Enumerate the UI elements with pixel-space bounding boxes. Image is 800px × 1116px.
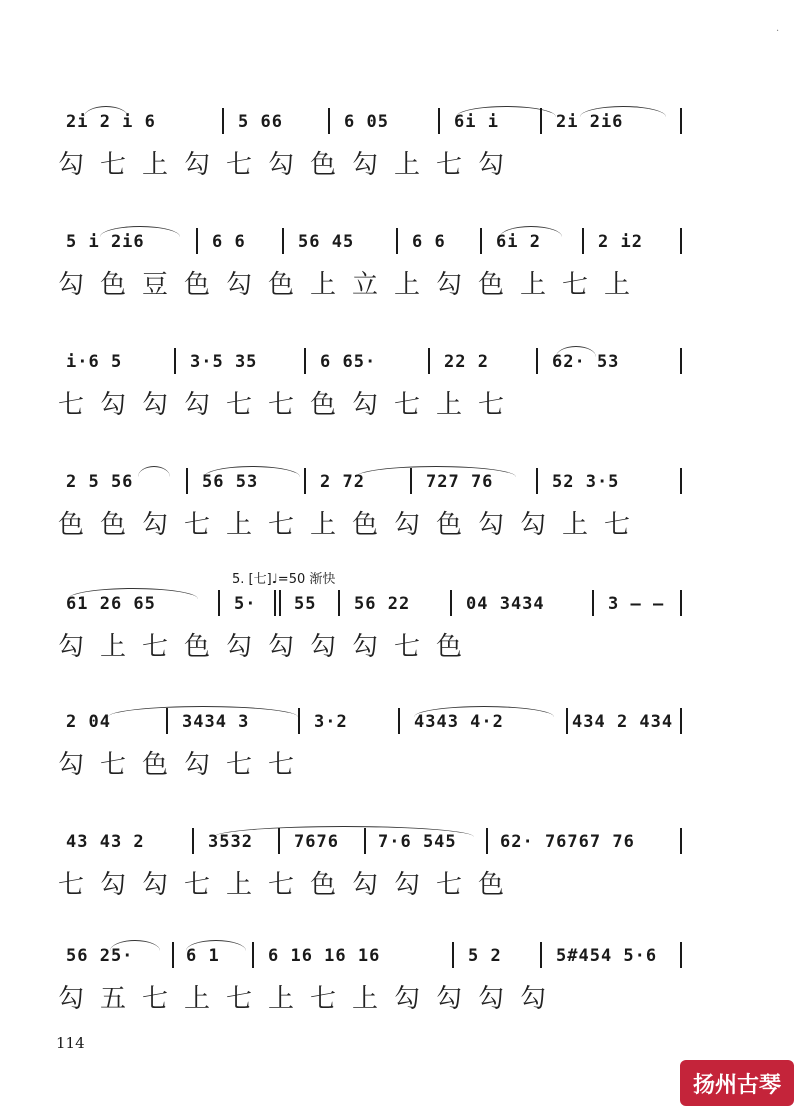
measure: i·6 5 [66,352,123,372]
measure: 43 43 2 [66,832,145,852]
measure: 2 72 [320,472,365,492]
measure: 56 25· [66,946,134,966]
barline [252,942,254,968]
measure: 434 2 434 [572,712,674,732]
barline [536,468,538,494]
measure: 3 — — [608,594,665,614]
barline [582,228,584,254]
barline [450,590,452,616]
measure: 3·5 35 [190,352,258,372]
measure: 7·6 545 [378,832,457,852]
notation-line [0,706,800,740]
measure: 56 45 [298,232,355,252]
measure: 6i i [454,112,499,132]
barline [428,348,430,374]
barline [364,828,366,854]
measure: 727 76 [426,472,494,492]
measure: 6 16 16 16 [268,946,381,966]
measure: 22 2 [444,352,489,372]
barline [680,228,682,254]
barline [410,468,412,494]
measure: 5· [234,594,257,614]
barline [480,228,482,254]
slur [138,466,170,477]
barline [680,590,682,616]
barline [186,468,188,494]
measure: 2 5 56 [66,472,134,492]
barline [192,828,194,854]
tablature-line: 七勾勾七上七色勾勾七色 [58,870,521,900]
measure: 6 6 [212,232,246,252]
measure: 55 [294,594,317,614]
barline [166,708,168,734]
notation-line [0,106,800,140]
tablature-line: 勾七上勾七勾色勾上七勾 [58,150,521,180]
site-logo[interactable]: 扬州古琴 [680,1060,794,1106]
staff-system-4 [0,466,800,576]
page-number: 114 [56,1034,85,1052]
measure: 6 1 [186,946,220,966]
barline [438,108,440,134]
tablature-line: 七勾勾勾七七色勾七上七 [58,390,521,420]
measure: 2i 2 i 6 [66,112,156,132]
measure: 3532 [208,832,253,852]
barline [592,590,594,616]
tablature-line: 色色勾七上七上色勾色勾勾上七 [58,510,647,540]
measure: 61 26 65 [66,594,156,614]
measure: 5 i 2i6 [66,232,145,252]
tempo-marking: 5. [七]♩=50 渐快 [232,572,336,587]
tablature-line: 勾七色勾七七 [58,750,311,780]
barline [218,590,220,616]
measure: 62· 76767 76 [500,832,635,852]
measure: 2 i2 [598,232,643,252]
notation-line [0,826,800,860]
staff-system-8 [0,940,800,1050]
notation-line [0,940,800,974]
barline [172,942,174,968]
barline [304,468,306,494]
barline [196,228,198,254]
measure: 3·2 [314,712,348,732]
barline [680,468,682,494]
barline [278,828,280,854]
barline [680,108,682,134]
barline [680,828,682,854]
barline [222,108,224,134]
barline [282,228,284,254]
barline [338,590,340,616]
barline [304,348,306,374]
notation-line [0,588,800,622]
measure: 5 2 [468,946,502,966]
barline [298,708,300,734]
notation-line [0,346,800,380]
staff-system-7 [0,826,800,936]
staff-system-6 [0,706,800,816]
barline [328,108,330,134]
barline [279,590,281,616]
barline [680,348,682,374]
measure: 56 22 [354,594,411,614]
measure: 4343 4·2 [414,712,504,732]
barline [486,828,488,854]
barline [174,348,176,374]
corner-mark: · [776,26,780,37]
measure: 04 3434 [466,594,545,614]
measure: 52 3·5 [552,472,620,492]
barline [680,708,682,734]
barline [398,708,400,734]
measure: 5#454 5·6 [556,946,658,966]
barline [540,108,542,134]
barline [536,348,538,374]
measure: 6i 2 [496,232,541,252]
measure: 6 05 [344,112,389,132]
tablature-line: 勾上七色勾勾勾勾七色 [58,632,479,662]
measure: 2i 2i6 [556,112,624,132]
barline [452,942,454,968]
measure: 7676 [294,832,339,852]
measure: 5 66 [238,112,283,132]
barline [540,942,542,968]
barline [274,590,276,616]
measure: 3434 3 [182,712,250,732]
barline [396,228,398,254]
measure: 56 53 [202,472,259,492]
measure: 6 65· [320,352,377,372]
tablature-line: 勾五七上七上七上勾勾勾勾 [58,984,563,1014]
measure: 62· 53 [552,352,620,372]
staff-system-3 [0,346,800,456]
notation-line [0,466,800,500]
notation-line [0,226,800,260]
staff-system-5 [0,588,800,698]
barline [680,942,682,968]
staff-system-2 [0,226,800,336]
barline [566,708,568,734]
tablature-line: 勾色豆色勾色上立上勾色上七上 [58,270,647,300]
measure: 2 04 [66,712,111,732]
measure: 6 6 [412,232,446,252]
staff-system-1 [0,106,800,216]
